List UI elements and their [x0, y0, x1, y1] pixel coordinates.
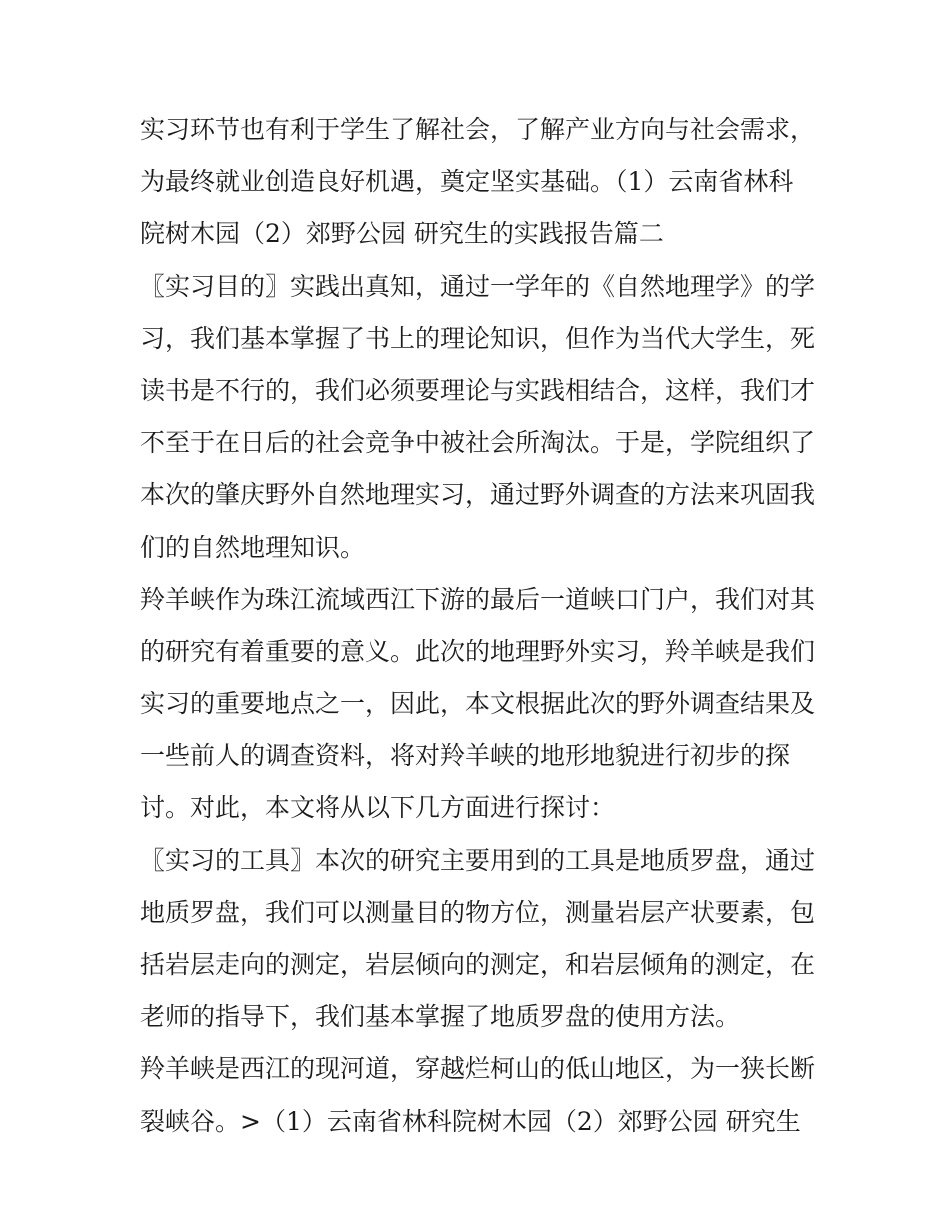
text-line: 的研究有着重要的意义。此次的地理野外实习，羚羊峡是我们 — [140, 636, 816, 666]
text-line: 实习环节也有利于学生了解社会，了解产业方向与社会需求， — [140, 115, 816, 144]
text-line: 本次的肇庆野外自然地理实习，通过野外调查的方法来巩固我 — [140, 480, 816, 510]
text-line: 为最终就业创造良好机遇，奠定坚实基础。（1）云南省林科 — [140, 167, 794, 197]
text-line: 括岩层走向的测定，岩层倾向的测定，和岩层倾角的测定，在 — [140, 950, 816, 979]
text-line: 不至于在日后的社会竞争中被社会所淘汰。于是，学院组织了 — [140, 428, 816, 458]
text-line: 习，我们基本掌握了书上的理论知识，但作为当代大学生，死 — [140, 323, 816, 353]
text-line: 一些前人的调查资料，将对羚羊峡的地形地貌进行初步的探 — [140, 741, 791, 771]
text-line: 们的自然地理知识。 — [140, 532, 366, 562]
text-line: 院树木园（2）郊野公园 研究生的实践报告篇二 — [140, 219, 664, 249]
text-line: 裂峡谷。>（1）云南省林科院树木园（2）郊野公园 研究生 — [140, 1106, 801, 1136]
text-line: 老师的指导下，我们基本掌握了地质罗盘的使用方法。 — [140, 1002, 741, 1032]
text-line: 〖实习目的〗实践出真知，通过一学年的《自然地理学》的学 — [140, 271, 816, 301]
text-line: 〖实习的工具〗本次的研究主要用到的工具是地质罗盘，通过 — [140, 845, 816, 875]
document-body — [140, 104, 820, 1148]
text-line: 讨。对此，本文将从以下几方面进行探讨： — [140, 793, 616, 823]
text-line: 羚羊峡作为珠江流域西江下游的最后一道峡口门户，我们对其 — [140, 584, 816, 614]
text-line: 羚羊峡是西江的现河道，穿越烂柯山的低山地区，为一狭长断 — [140, 1054, 816, 1084]
text-line: 读书是不行的，我们必须要理论与实践相结合，这样，我们才 — [140, 375, 816, 405]
text-line: 地质罗盘，我们可以测量目的物方位，测量岩层产状要素，包 — [140, 897, 816, 927]
text-line: 实习的重要地点之一，因此，本文根据此次的野外调查结果及 — [140, 689, 816, 719]
